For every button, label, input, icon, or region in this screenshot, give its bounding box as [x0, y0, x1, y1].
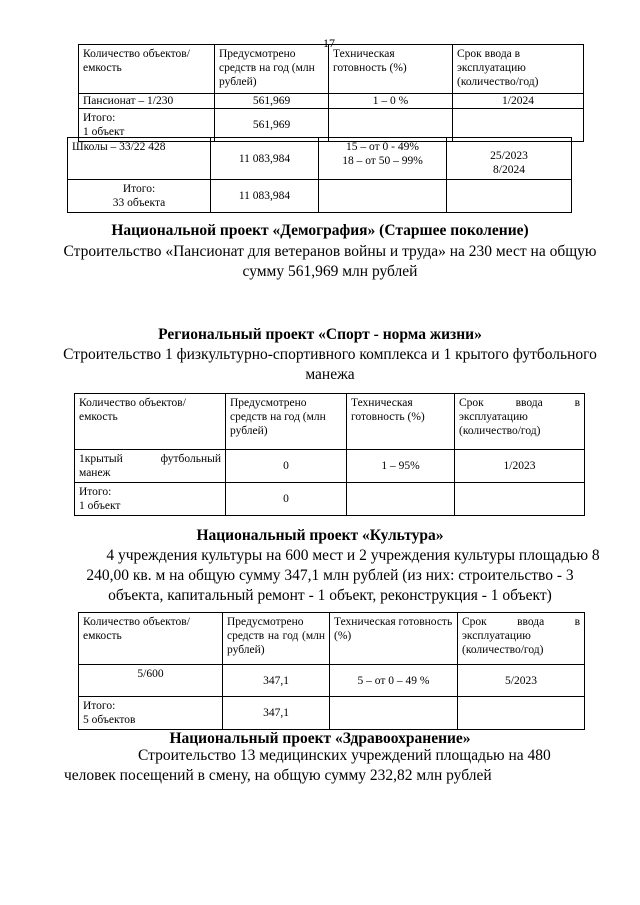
table-cell: 1 – 0 %: [329, 94, 453, 109]
table-row: [79, 94, 584, 109]
table-cell: [319, 180, 447, 213]
section-text: 4 учреждения культуры на 600 мест и 2 учреждения культуры площадью 8 240,00 кв. м на общую сумму 347,1 млн рублей (из них: строительство - 3 объекта, капитальный ремонт - 1 объект, реконструкция - 1 объект): [86, 547, 600, 604]
table-row: [79, 665, 585, 697]
total-count: 5 объектов: [83, 714, 136, 726]
readiness-line: 15 – от 0 - 49%: [346, 141, 419, 153]
table-total-row: [68, 180, 572, 213]
table-pensionat: [78, 44, 584, 142]
table-cell: 5/2023: [458, 665, 585, 697]
table-culture: [78, 612, 585, 730]
header-cell: Срок ввода в эксплуатацию (количество/год): [453, 45, 584, 94]
table-cell: 561,969: [215, 109, 329, 142]
table-cell: 5/600: [79, 665, 223, 697]
table-cell: [447, 180, 572, 213]
table-sport: [74, 393, 585, 516]
table-cell: [75, 450, 226, 483]
table-cell: 1/2023: [455, 450, 585, 483]
section-heading: Региональный проект «Спорт - норма жизни»: [158, 326, 482, 343]
header-cell: Срок ввода в эксплуатацию (количество/год): [455, 394, 585, 450]
header-cell: Предусмотрено средств на год (млн рублей): [215, 45, 329, 94]
total-label: Итого:: [79, 486, 112, 498]
section-heading: Национальный проект «Здравоохранение»: [169, 730, 471, 747]
table-cell: [458, 697, 585, 730]
table-cell: [79, 697, 223, 730]
object-name-line: 1крытый футбольный: [79, 453, 221, 465]
table-row: [75, 450, 585, 483]
date-line: 25/2023: [490, 150, 528, 162]
table-cell: [330, 697, 458, 730]
table-cell: 11 083,984: [211, 138, 319, 180]
table-cell: 561,969: [215, 94, 329, 109]
table-header-row: [79, 45, 584, 94]
date-line: 8/2024: [493, 164, 525, 176]
total-label: Итого:: [122, 183, 156, 195]
header-cell: Техническая готовность (%): [330, 613, 458, 665]
table-cell: [75, 483, 226, 516]
table-cell: 347,1: [223, 697, 330, 730]
table-total-row: [79, 697, 585, 730]
table-cell: Школы – 33/22 428: [68, 138, 211, 180]
total-label: Итого:: [83, 700, 116, 712]
table-cell: [447, 138, 572, 180]
header-cell: Срок ввода в эксплуатацию (количество/год): [458, 613, 585, 665]
object-name-line: манеж: [79, 467, 111, 479]
header-cell: Количество объектов/емкость: [79, 45, 215, 94]
readiness-line: 18 – от 50 – 99%: [342, 155, 423, 167]
total-count: 1 объект: [83, 126, 125, 138]
table-cell: 0: [226, 450, 347, 483]
section-text: Строительство 1 физкультурно-спортивного комплекса и 1 крытого футбольного манежа: [63, 346, 597, 383]
page-number: 17: [323, 36, 335, 50]
header-cell: Количество объектов/емкость: [79, 613, 223, 665]
table-cell: [319, 138, 447, 180]
table-header-row: [75, 394, 585, 450]
table-total-row: [75, 483, 585, 516]
table-cell: 1/2024: [453, 94, 584, 109]
header-cell: Техническая готовность (%): [329, 45, 453, 94]
total-count: 33 объекта: [112, 197, 166, 209]
header-cell: Техническая готовность (%): [347, 394, 455, 450]
section-heading: Национальной проект «Демография» (Старшее поколение): [111, 222, 529, 239]
section-text: Строительство «Пансионат для ветеранов войны и труда» на 230 мест на общую сумму 561,969 млн рублей: [63, 243, 597, 280]
table-cell: Пансионат – 1/230: [79, 94, 215, 109]
table-header-row: [79, 613, 585, 665]
table-cell: 5 – от 0 – 49 %: [330, 665, 458, 697]
table-schools: [67, 137, 572, 213]
total-label: Итого:: [83, 112, 116, 124]
table-cell: 347,1: [223, 665, 330, 697]
header-cell: Предусмотрено средств на год (млн рублей): [223, 613, 330, 665]
total-count: 1 объект: [79, 500, 121, 512]
table-cell: 11 083,984: [211, 180, 319, 213]
table-row: [68, 138, 572, 180]
table-cell: [347, 483, 455, 516]
section-text: Строительство 13 медицинских учреждений площадью на 480 человек посещений в смену, на общую сумму 232,82 млн рублей: [64, 747, 551, 784]
table-cell: 1 – 95%: [347, 450, 455, 483]
section-heading: Национальный проект «Культура»: [196, 527, 444, 544]
table-cell: [68, 180, 211, 213]
table-cell: 0: [226, 483, 347, 516]
header-cell: Предусмотрено средств на год (млн рублей): [226, 394, 347, 450]
table-cell: [455, 483, 585, 516]
header-cell: Количество объектов/емкость: [75, 394, 226, 450]
